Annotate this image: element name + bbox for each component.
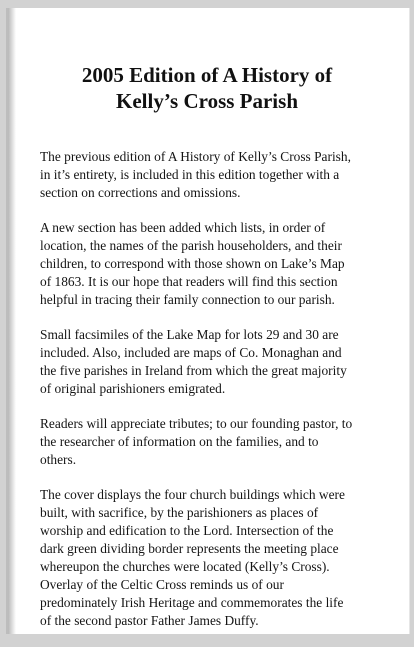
paragraph-previous-edition: [40, 148, 394, 202]
text-line: section on corrections and omissions.: [40, 185, 241, 200]
text-line: of 1863. It is our hope that readers will find this section: [40, 274, 338, 289]
text-line: children, to correspond with those shown on Lake’s Map: [40, 256, 345, 271]
body-text: [40, 148, 394, 647]
title-line-2: Kelly’s Cross Parish: [116, 89, 298, 113]
text-line: whereupon the churches were located (Kelly’s Cross).: [40, 559, 330, 574]
text-line: A new section has been added which lists, in order of: [40, 220, 326, 235]
text-line: Small facsimiles of the Lake Map for lots 29 and 30 are: [40, 327, 339, 342]
text-line: the five parishes in Ireland from which the great majority: [40, 363, 347, 378]
text-line: others.: [40, 452, 77, 467]
paragraph-cover: [40, 486, 394, 630]
text-line: of original parishioners emigrated.: [40, 381, 226, 396]
paragraph-maps: [40, 326, 394, 398]
page-title: [0, 62, 414, 114]
text-line: Readers will appreciate tributes; to our founding pastor, to: [40, 416, 353, 431]
title-line-1: 2005 Edition of A History of: [81, 63, 333, 87]
text-line: Overlay of the Celtic Cross reminds us of our: [40, 577, 284, 592]
text-line: location, the names of the parish householders, and their: [40, 238, 342, 253]
paragraph-new-section: [40, 219, 394, 309]
text-line: worship and edification to the Lord. Intersection of the: [40, 523, 334, 538]
text-line: predominately Irish Heritage and commemorates the life: [40, 595, 344, 610]
text-line: The previous edition of A History of Kelly’s Cross Parish,: [40, 149, 351, 164]
text-line: dark green dividing border represents the meeting place: [40, 541, 339, 556]
text-line: in it’s entirety, is included in this edition together with a: [40, 167, 340, 182]
text-line: the researcher of information on the families, and to: [40, 434, 319, 449]
text-line: built, with sacrifice, by the parishioners as places of: [40, 505, 319, 520]
text-line: included. Also, included are maps of Co. Monaghan and: [40, 345, 342, 360]
text-line: The cover displays the four church buildings which were: [40, 487, 345, 502]
paragraph-tributes: [40, 415, 394, 469]
text-line: of the second pastor Father James Duffy.: [40, 613, 259, 628]
text-line: helpful in tracing their family connection to our parish.: [40, 292, 335, 307]
